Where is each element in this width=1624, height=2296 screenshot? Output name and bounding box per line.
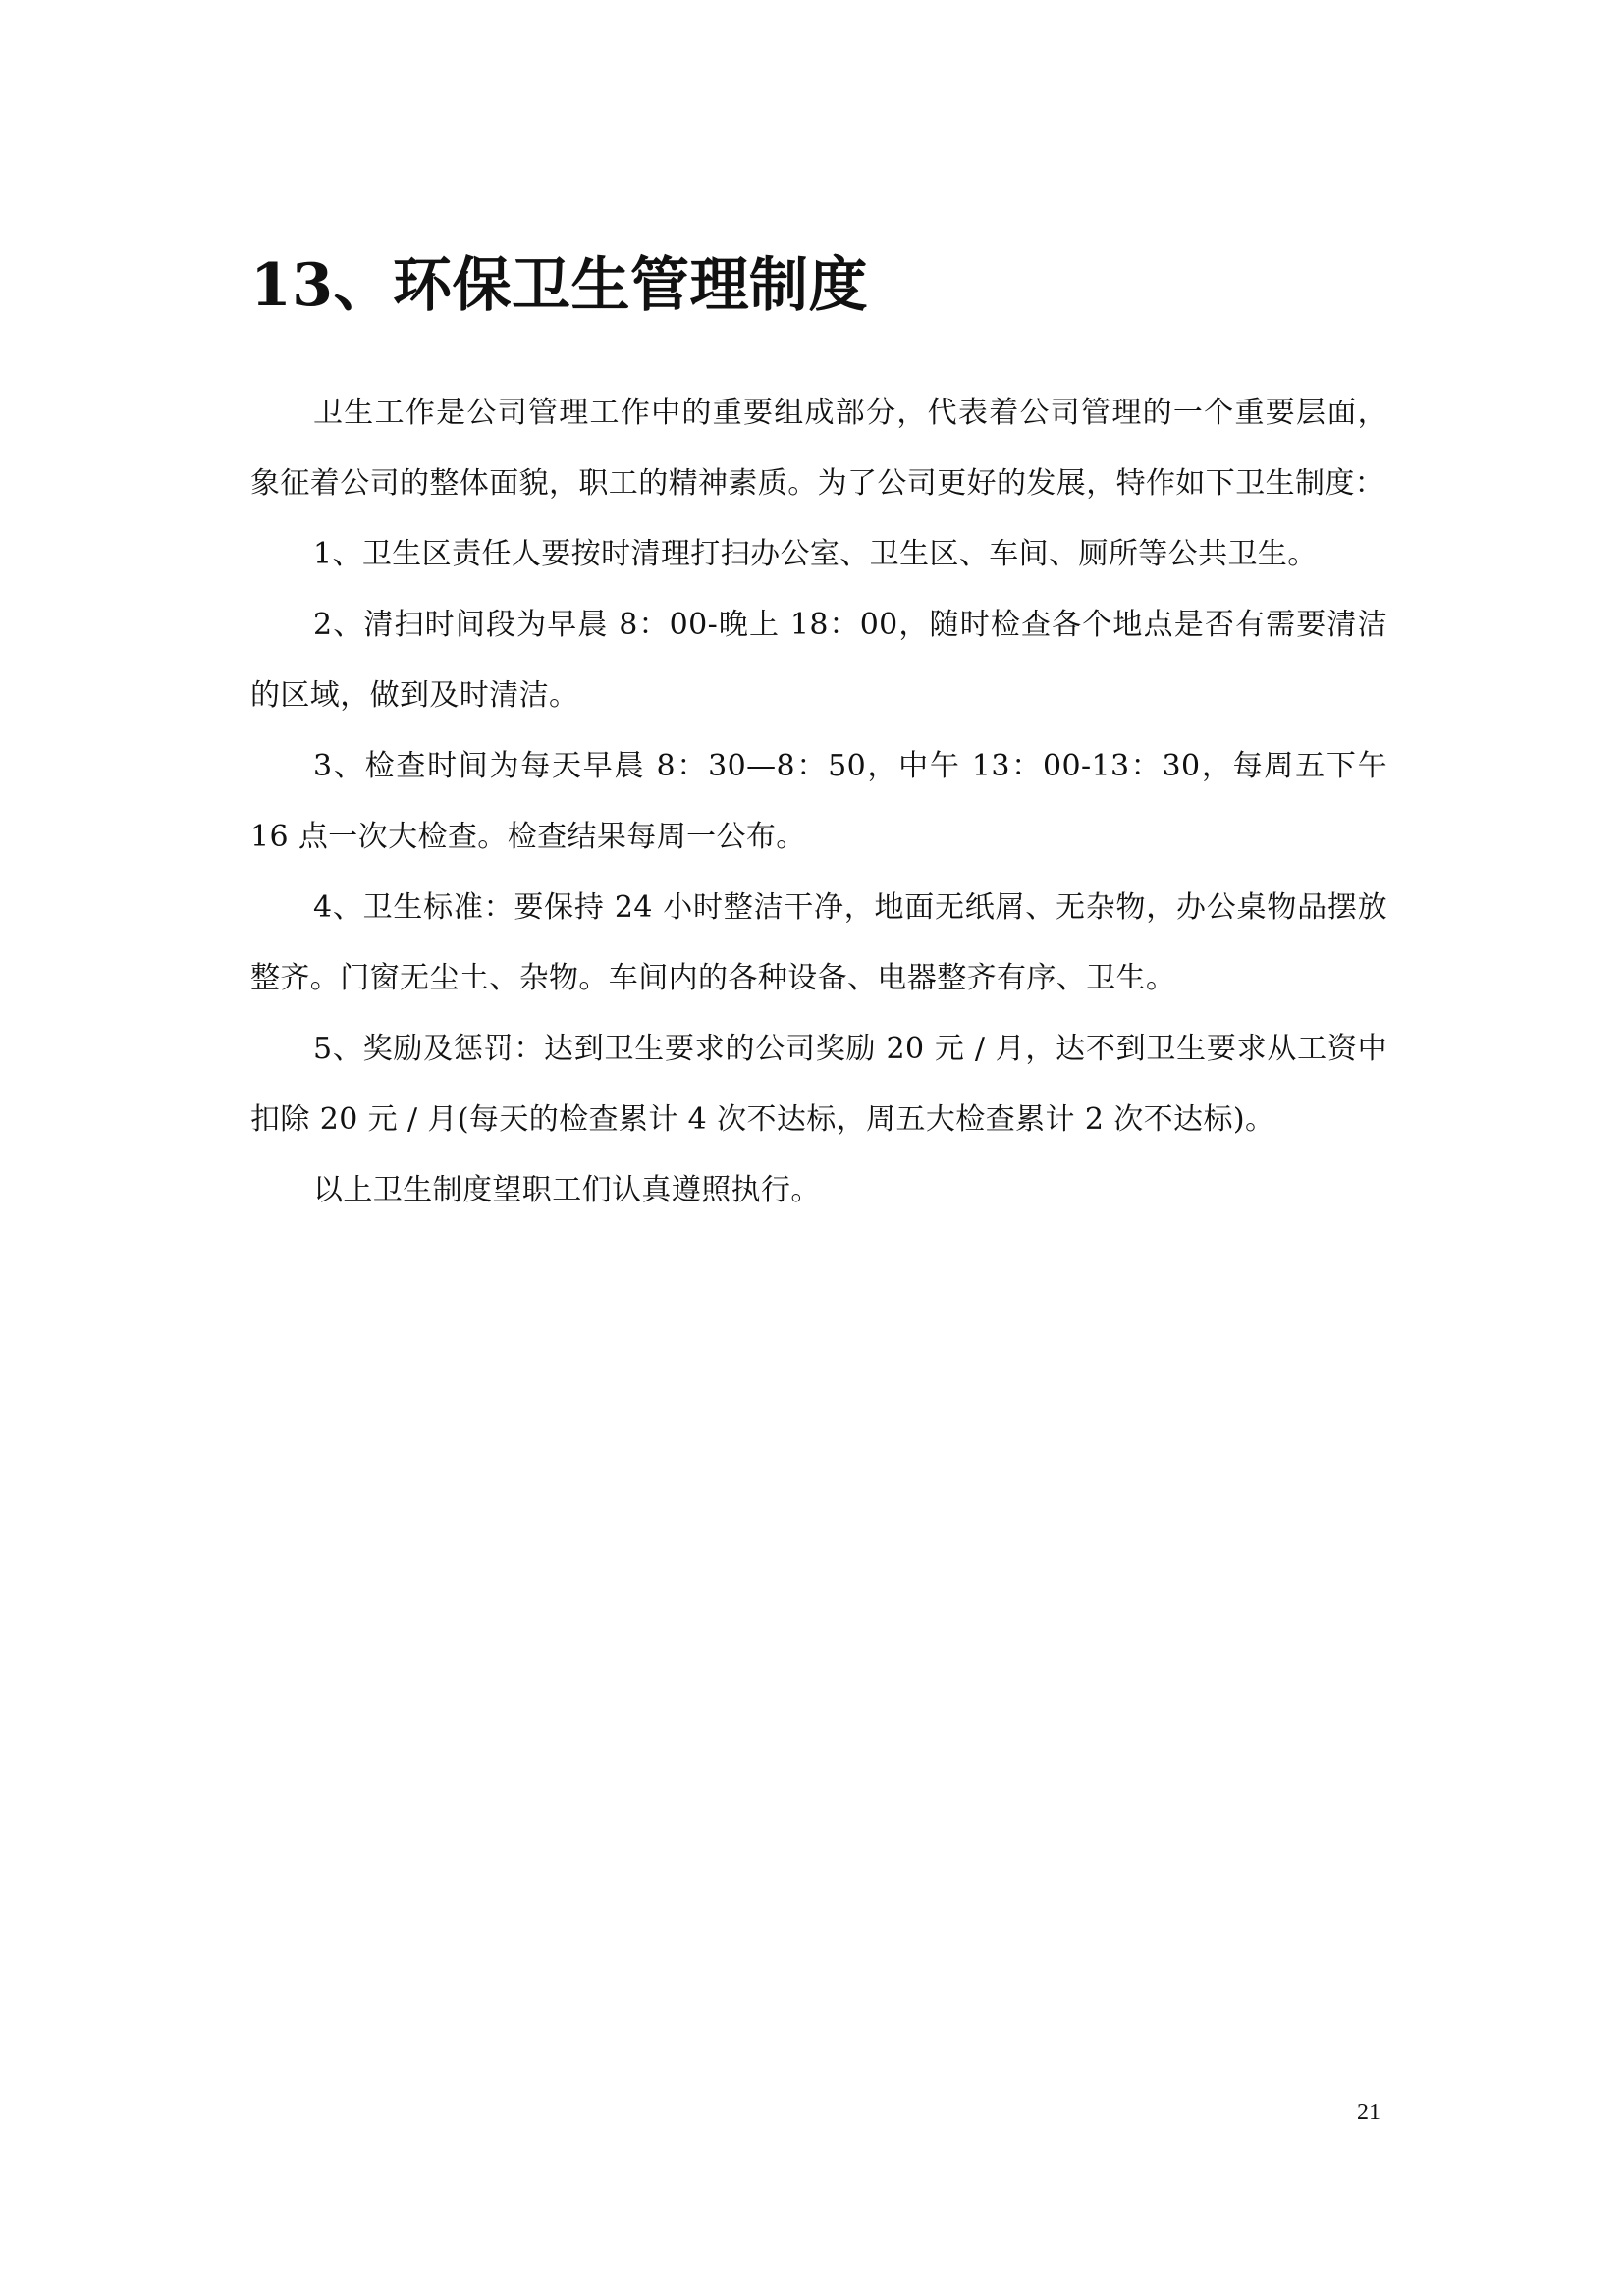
- page-number: 21: [1357, 2100, 1380, 2125]
- document-content: [250, 250, 1387, 1226]
- rule-4-paragraph: 4、卫生标准：要保持 24 小时整洁干净，地面无纸屑、无杂物，办公桌物品摆放整齐。门窗无尘土、杂物。车间内的各种设备、电器整齐有序、卫生。: [250, 890, 1387, 995]
- intro-paragraph: 卫生工作是公司管理工作中的重要组成部分，代表着公司管理的一个重要层面，象征着公司的整体面貌，职工的精神素质。为了公司更好的发展，特作如下卫生制度：: [250, 396, 1387, 501]
- closing-paragraph: 以上卫生制度望职工们认真遵照执行。: [313, 1173, 821, 1207]
- rule-3-paragraph: 3、检查时间为每天早晨 8：30—8：50，中午 13：00-13：30，每周五下午 16 点一次大检查。检查结果每周一公布。: [250, 749, 1387, 854]
- rule-1-paragraph: 1、卫生区责任人要按时清理打扫办公室、卫生区、车间、厕所等公共卫生。: [313, 537, 1318, 571]
- rule-5-paragraph: 5、奖励及惩罚：达到卫生要求的公司奖励 20 元 / 月，达不到卫生要求从工资中扣除 20 元 / 月(每天的检查累计 4 次不达标，周五大检查累计 2 次不达标)。: [250, 1032, 1387, 1137]
- document-title: 13、环保卫生管理制度: [250, 251, 868, 320]
- rule-2-paragraph: 2、清扫时间段为早晨 8：00-晚上 18：00，随时检查各个地点是否有需要清洁的区域，做到及时清洁。: [250, 608, 1387, 713]
- document-body: [250, 378, 1387, 1226]
